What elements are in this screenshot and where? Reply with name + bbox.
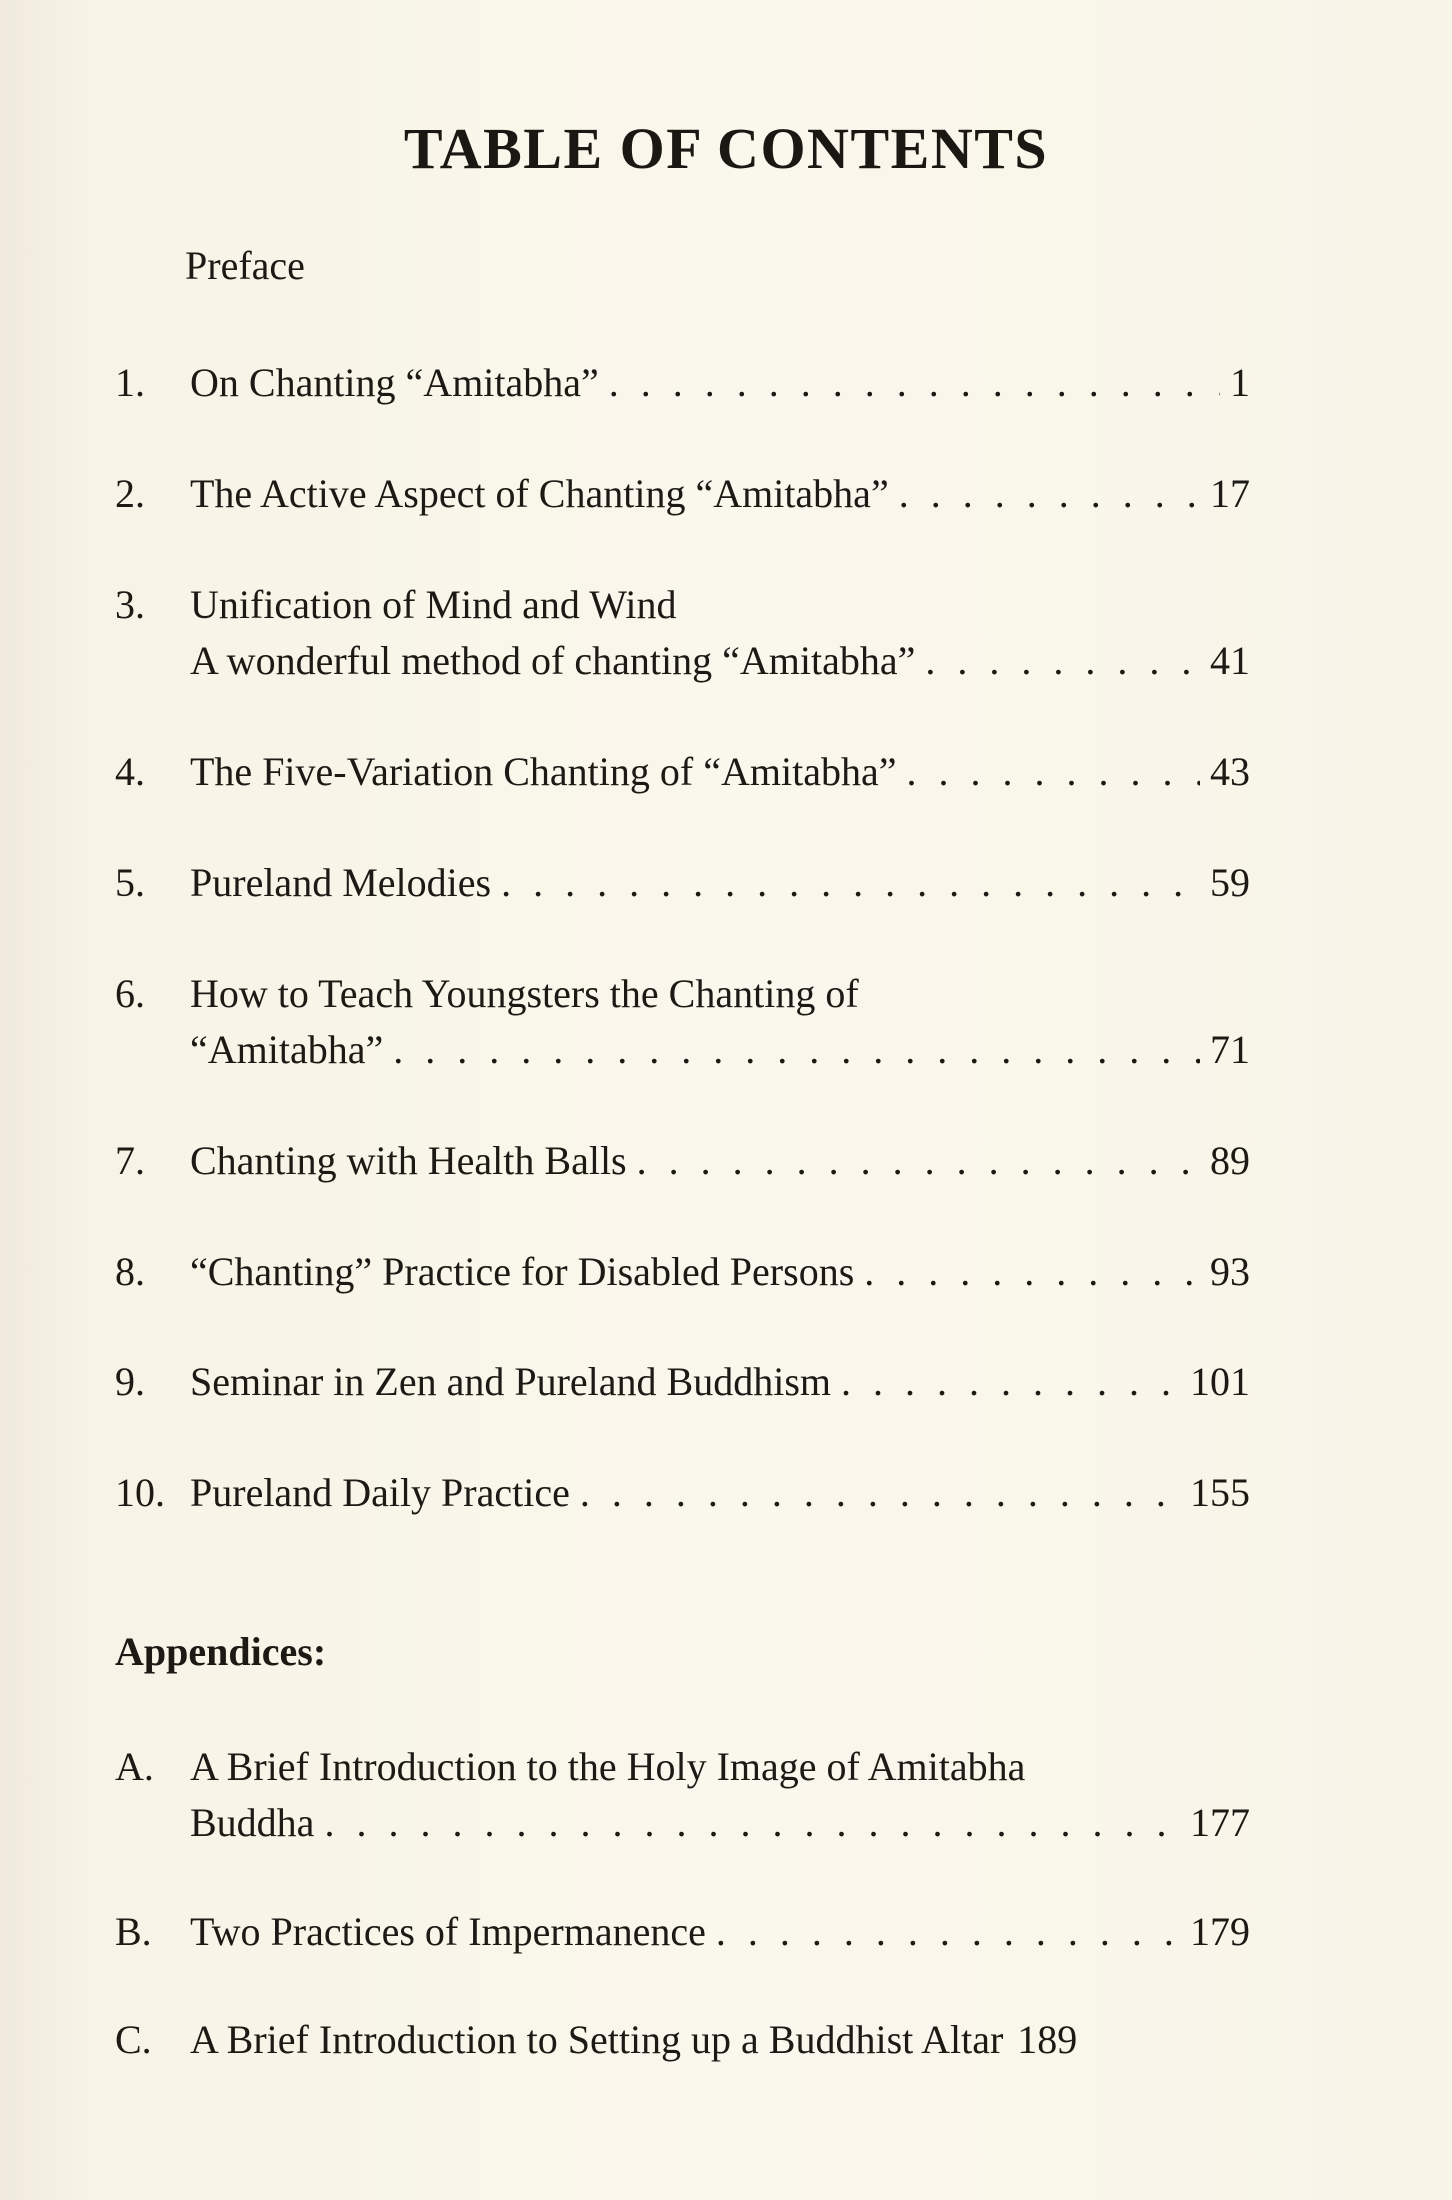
dot-leader bbox=[324, 1795, 1180, 1851]
appendices-heading: Appendices: bbox=[115, 1629, 327, 1674]
entry-page: 41 bbox=[1210, 638, 1250, 683]
toc-entry-10 bbox=[115, 1465, 1250, 1521]
entry-title: The Active Aspect of Chanting “Amitabha” bbox=[190, 471, 889, 516]
entry-number: 2. bbox=[115, 471, 145, 516]
entry-title: How to Teach Youngsters the Chanting of bbox=[190, 971, 859, 1016]
entry-title: Unification of Mind and Wind bbox=[190, 582, 677, 627]
toc-entry-8 bbox=[115, 1244, 1250, 1300]
toc-entry-5 bbox=[115, 855, 1250, 911]
entry-page: 177 bbox=[1190, 1800, 1250, 1845]
entry-number: 6. bbox=[115, 971, 145, 1016]
entry-page: 179 bbox=[1190, 1909, 1250, 1954]
entry-page: 93 bbox=[1210, 1249, 1250, 1294]
entry-title: On Chanting “Amitabha” bbox=[190, 360, 599, 405]
entry-number: B. bbox=[115, 1909, 152, 1954]
entry-number: C. bbox=[115, 2017, 152, 2062]
entry-title: Seminar in Zen and Pureland Buddhism bbox=[190, 1359, 832, 1404]
dot-leader bbox=[899, 466, 1200, 522]
entry-page: 17 bbox=[1210, 471, 1250, 516]
toc-entry-7 bbox=[115, 1133, 1250, 1189]
toc-preface: Preface bbox=[185, 243, 305, 288]
entry-number: 5. bbox=[115, 860, 145, 905]
entry-title: The Five-Variation Chanting of “Amitabha” bbox=[190, 749, 897, 794]
entry-page: 189 bbox=[1017, 2017, 1078, 2062]
entry-number: 8. bbox=[115, 1249, 145, 1294]
toc-entry-4 bbox=[115, 744, 1250, 800]
toc-appendix-c bbox=[115, 2012, 1250, 2068]
page-title: TABLE OF CONTENTS bbox=[403, 116, 1049, 181]
entry-page: 43 bbox=[1210, 749, 1250, 794]
entry-number: 1. bbox=[115, 360, 145, 405]
entry-subtitle: A wonderful method of chanting “Amitabha” bbox=[190, 638, 916, 683]
dot-leader bbox=[841, 1354, 1180, 1410]
entry-title: A Brief Introduction to the Holy Image of Amitabha bbox=[190, 1744, 1026, 1789]
entry-page: 59 bbox=[1210, 860, 1250, 905]
dot-leader bbox=[501, 855, 1200, 911]
entry-page: 101 bbox=[1190, 1359, 1250, 1404]
entry-page: 1 bbox=[1230, 360, 1250, 405]
entry-page: 155 bbox=[1190, 1470, 1250, 1515]
entry-number: 9. bbox=[115, 1359, 145, 1404]
toc-entry-3 bbox=[115, 577, 1250, 689]
dot-leader bbox=[393, 1022, 1200, 1078]
entry-title: Pureland Daily Practice bbox=[190, 1470, 570, 1515]
entry-title: Chanting with Health Balls bbox=[190, 1138, 627, 1183]
entry-subtitle: Buddha bbox=[190, 1800, 315, 1845]
entry-subtitle: “Amitabha” bbox=[190, 1027, 384, 1072]
entry-page: 71 bbox=[1210, 1027, 1250, 1072]
entry-title: Two Practices of Impermanence bbox=[190, 1909, 706, 1954]
entry-number: 4. bbox=[115, 749, 145, 794]
toc-entry-1 bbox=[115, 355, 1250, 411]
entry-number: 3. bbox=[115, 582, 145, 627]
entry-title: “Chanting” Practice for Disabled Persons bbox=[190, 1249, 855, 1294]
toc-entry-9 bbox=[115, 1354, 1250, 1410]
dot-leader bbox=[716, 1904, 1180, 1960]
entry-page: 89 bbox=[1210, 1138, 1250, 1183]
dot-leader bbox=[637, 1133, 1200, 1189]
entry-number: A. bbox=[115, 1744, 154, 1789]
toc-entry-2 bbox=[115, 466, 1250, 522]
entry-title: Pureland Melodies bbox=[190, 860, 492, 905]
toc-appendix-b bbox=[115, 1904, 1250, 1960]
toc-appendix-a bbox=[115, 1739, 1250, 1851]
dot-leader bbox=[864, 1244, 1200, 1300]
toc-entry-6 bbox=[115, 966, 1250, 1078]
entry-number: 10. bbox=[115, 1470, 165, 1515]
dot-leader bbox=[580, 1465, 1180, 1521]
entry-title: A Brief Introduction to Setting up a Buddhist Altar bbox=[190, 2017, 1004, 2062]
dot-leader bbox=[906, 744, 1200, 800]
dot-leader bbox=[609, 355, 1220, 411]
dot-leader bbox=[925, 633, 1200, 689]
entry-number: 7. bbox=[115, 1138, 145, 1183]
